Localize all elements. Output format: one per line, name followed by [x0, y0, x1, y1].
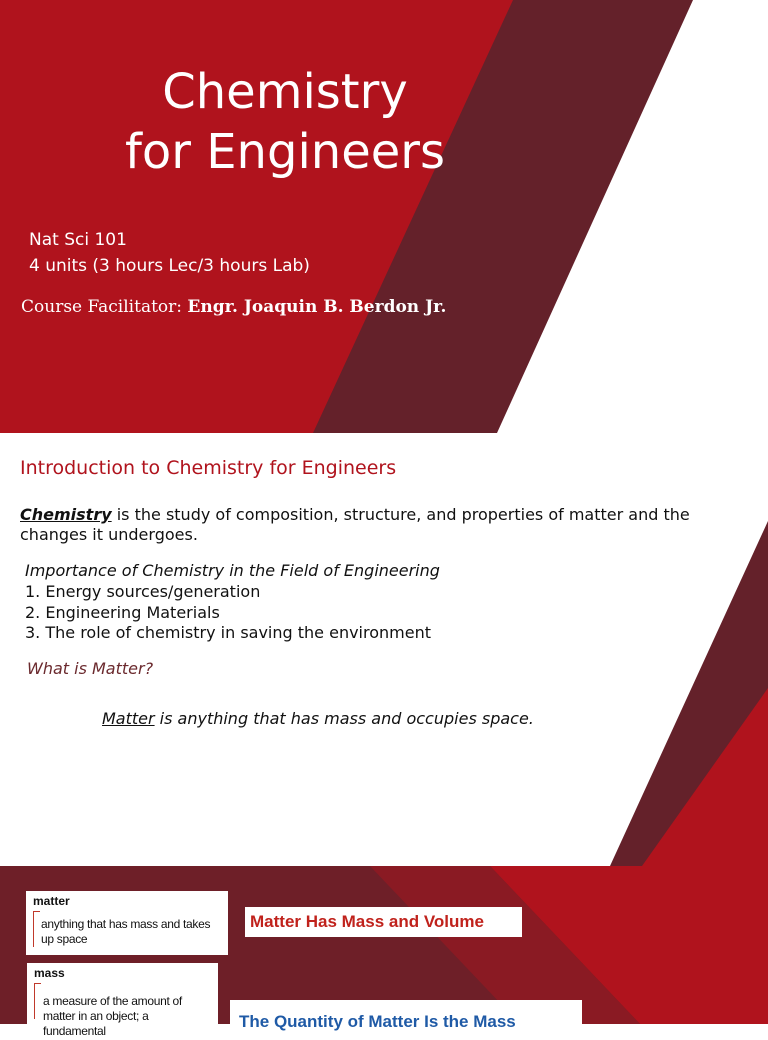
- matter-mass-slide: [0, 866, 768, 1038]
- importance-heading: Importance of Chemistry in the Field of Engineering: [25, 561, 440, 580]
- matter-definition: [102, 709, 534, 728]
- mass-banner: The Quantity of Matter Is the Mass: [230, 1000, 582, 1040]
- list-item: 3. The role of chemistry in saving the environment: [25, 623, 431, 642]
- course-code: Nat Sci 101: [29, 230, 127, 250]
- slide-heading: Introduction to Chemistry for Engineers: [20, 457, 397, 479]
- matter-glossary-card: [26, 891, 228, 955]
- glossary-bracket: [34, 983, 41, 1019]
- title-line-2: for Engineers: [124, 124, 446, 180]
- facilitator-label: Course Facilitator:: [21, 297, 188, 317]
- list-item: 1. Energy sources/generation: [25, 582, 261, 601]
- definition-text: is the study of composition, structure, and properties of matter and the changes it undergoes.: [20, 505, 690, 544]
- course-units: 4 units (3 hours Lec/3 hours Lab): [29, 256, 310, 276]
- glossary-term: mass: [34, 966, 65, 980]
- title-slide: [0, 0, 768, 433]
- facilitator-name: Engr. Joaquin B. Berdon Jr.: [187, 297, 447, 317]
- glossary-bracket: [33, 911, 40, 947]
- slide-title: [90, 62, 480, 182]
- importance-list: [25, 582, 431, 644]
- matter-definition-text: is anything that has mass and occupies space.: [154, 709, 534, 728]
- chemistry-term: Chemistry: [20, 505, 112, 524]
- course-facilitator: [21, 297, 446, 317]
- glossary-definition: a measure of the amount of matter in an object; a fundamental: [43, 994, 182, 1038]
- list-item: 2. Engineering Materials: [25, 602, 220, 622]
- mass-glossary-card: [27, 963, 218, 1038]
- slide-corner-shapes: [0, 433, 768, 866]
- glossary-definition: anything that has mass and takes up space: [41, 917, 211, 946]
- glossary-term: matter: [33, 894, 70, 908]
- matter-term: Matter: [102, 709, 155, 728]
- introduction-slide: [0, 433, 768, 866]
- title-line-1: Chemistry: [162, 64, 408, 120]
- matter-question: What is Matter?: [27, 659, 154, 678]
- matter-banner: Matter Has Mass and Volume: [245, 907, 522, 937]
- chemistry-definition: [20, 505, 750, 545]
